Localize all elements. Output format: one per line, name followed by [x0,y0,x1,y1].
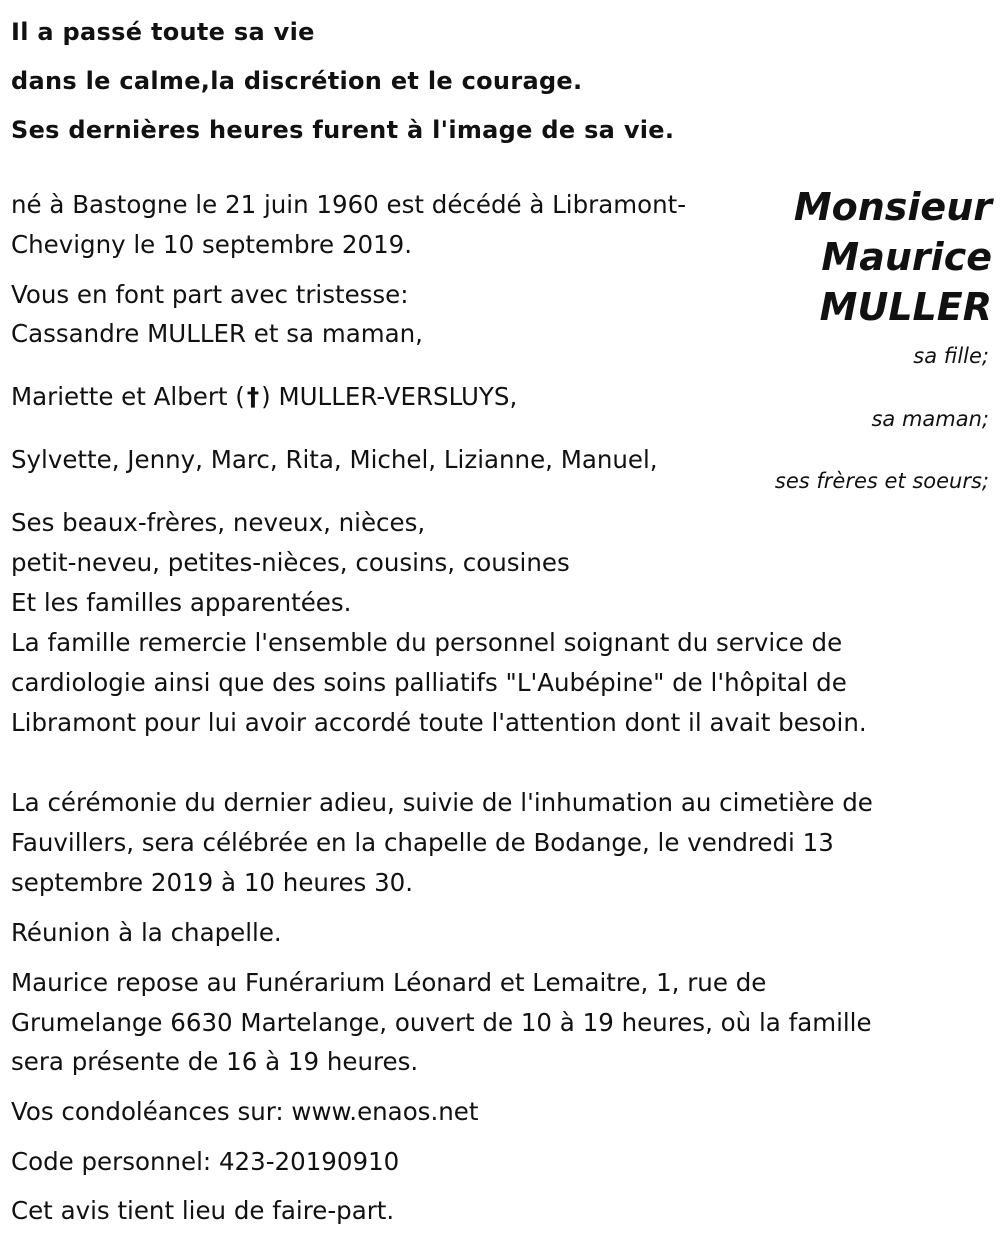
announcement-line-2: Chevigny le 10 septembre 2019. [11,230,413,259]
funerarium-line-1: Maurice repose au Funérarium Léonard et Lemaitre, 1, rue de [11,968,767,997]
personal-code: Code personnel: 423-20190910 [11,1147,400,1176]
family-intro: Vous en font part avec tristesse: [11,280,409,309]
siblings-relation: ses frères et soeurs; [774,469,989,493]
ceremony-line-1: La cérémonie du dernier adieu, suivie de l'inhumation au cimetière de [11,788,873,817]
thanks-line-2: cardiologie ainsi que des soins palliatifs "L'Aubépine" de l'hôpital de [11,668,847,697]
mother-prefix: Mariette et Albert ( [11,382,245,411]
thanks-line-1: La famille remercie l'ensemble du personnel soignant du service de [11,628,843,657]
thanks-line-3: Libramont pour lui avoir accordé toute l'attention dont il avait besoin. [11,708,867,737]
family-daughter: Cassandre MULLER et sa maman, [11,319,423,348]
deceased-first-name: Maurice [821,235,992,279]
deceased-title: Monsieur [793,185,992,229]
meeting-info: Réunion à la chapelle. [11,918,282,947]
extended-family-3: Et les familles apparentées. [11,588,352,617]
ceremony-line-2: Fauvillers, sera célébrée en la chapelle de Bodange, le vendredi 13 [11,828,834,857]
funerarium-line-2: Grumelange 6630 Martelange, ouvert de 10 à 19 heures, où la famille [11,1008,872,1037]
epitaph-line-2: dans le calme,la discrétion et le courage. [11,67,583,95]
mother-suffix: ) MULLER-VERSLUYS, [261,382,518,411]
deceased-name [794,182,992,332]
extended-family-1: Ses beaux-frères, neveux, nièces, [11,508,426,537]
mother-relation: sa maman; [871,407,989,431]
ceremony-line-3: septembre 2019 à 10 heures 30. [11,868,414,897]
family-mother [11,377,517,417]
cross-icon: † [246,382,260,411]
condolences-link: Vos condoléances sur: www.enaos.net [11,1097,479,1126]
extended-family-2: petit-neveu, petites-nièces, cousins, cousines [11,548,570,577]
announcement-line-1: né à Bastogne le 21 juin 1960 est décédé à Libramont- [11,190,687,219]
closing-note: Cet avis tient lieu de faire-part. [11,1196,395,1225]
epitaph [11,8,674,155]
epitaph-line-1: Il a passé toute sa vie [11,18,315,46]
deceased-last-name: MULLER [819,285,992,329]
family-siblings: Sylvette, Jenny, Marc, Rita, Michel, Lizianne, Manuel, [11,445,658,474]
epitaph-line-3: Ses dernières heures furent à l'image de sa vie. [11,116,675,144]
daughter-relation: sa fille; [913,344,989,368]
funerarium-line-3: sera présente de 16 à 19 heures. [11,1047,419,1076]
